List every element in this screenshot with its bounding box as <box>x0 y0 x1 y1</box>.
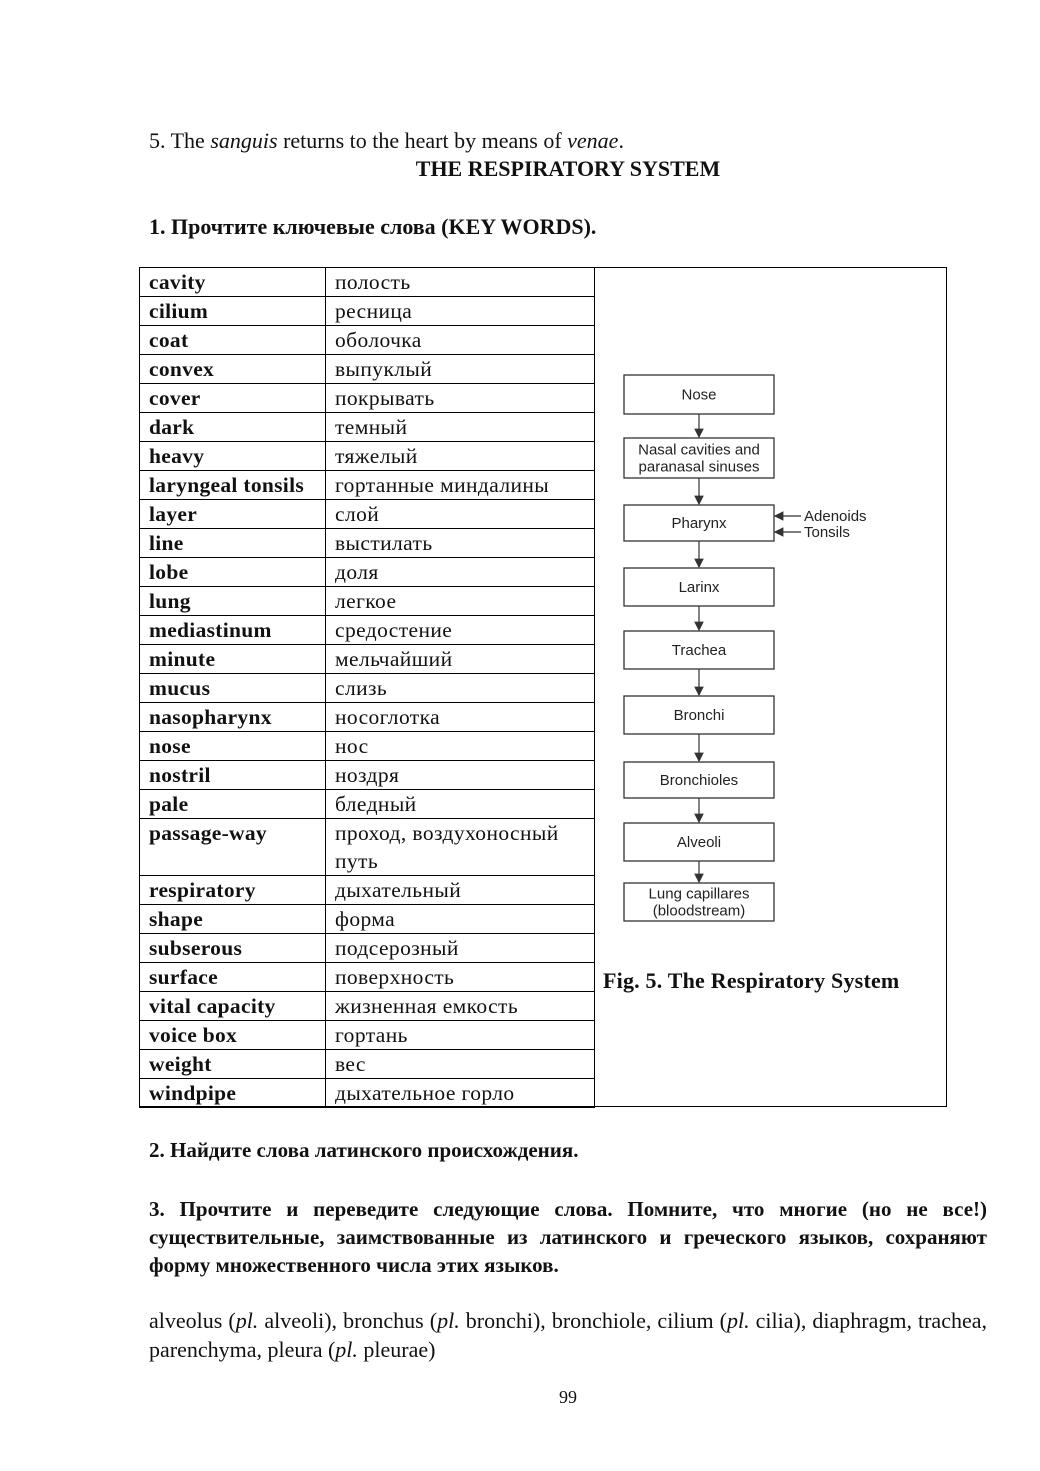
vocabulary-term: mediastinum <box>140 616 326 645</box>
vocabulary-translation: гортанные миндалины <box>326 471 595 500</box>
vocabulary-row <box>140 905 595 934</box>
vocabulary-row <box>140 819 595 876</box>
vocabulary-term: shape <box>140 905 326 934</box>
exercise-line-5: 5. The sanguis returns to the heart by means of venae. <box>149 128 624 153</box>
vocabulary-term: coat <box>140 326 326 355</box>
vocabulary-row <box>140 558 595 587</box>
flow-box-label: Bronchi <box>673 707 725 724</box>
vocabulary-term: lobe <box>140 558 326 587</box>
vocabulary-row <box>140 963 595 992</box>
side-label: Adenoids <box>804 508 867 525</box>
vocabulary-term: voice box <box>140 1021 326 1050</box>
latin-term: sanguis <box>210 128 278 153</box>
vocabulary-term: passage-way <box>140 819 326 876</box>
vocabulary-row <box>140 1021 595 1050</box>
vocabulary-translation: мельчайший <box>326 645 595 674</box>
vocabulary-translation: проход, воздухоносный путь <box>326 819 595 876</box>
vocabulary-row <box>140 326 595 355</box>
vocabulary-row <box>140 529 595 558</box>
vocabulary-translation: гортань <box>326 1021 595 1050</box>
vocabulary-row <box>140 732 595 761</box>
vocabulary-translation: нос <box>326 732 595 761</box>
vocabulary-term: nasopharynx <box>140 703 326 732</box>
vocabulary-term: subserous <box>140 934 326 963</box>
vocabulary-row <box>140 1079 595 1108</box>
vocabulary-translation: тяжелый <box>326 442 595 471</box>
vocabulary-term: convex <box>140 355 326 384</box>
vocabulary-term: cover <box>140 384 326 413</box>
vocabulary-translation: слизь <box>326 674 595 703</box>
vocabulary-term: dark <box>140 413 326 442</box>
vocabulary-row <box>140 992 595 1021</box>
figure-caption: Fig. 5. The Respiratory System <box>603 968 900 993</box>
vocabulary-row <box>140 790 595 819</box>
vocabulary-translation: слой <box>326 500 595 529</box>
vocabulary-translation: дыхательное горло <box>326 1079 595 1108</box>
vocabulary-term: cavity <box>140 268 326 297</box>
vocabulary-term: minute <box>140 645 326 674</box>
vocabulary-row <box>140 587 595 616</box>
vocabulary-term: windpipe <box>140 1079 326 1108</box>
vocabulary-translation: доля <box>326 558 595 587</box>
vocabulary-table <box>139 267 595 1108</box>
vocabulary-term: cilium <box>140 297 326 326</box>
flow-box-label: Alveoli <box>676 834 722 851</box>
vocabulary-translation: выпуклый <box>326 355 595 384</box>
task-3-heading: 3. Прочтите и переведите следующие слова. Помните, что многие (но не все!) существительные, заимствованные из латинского и греческого языков, сохраняют форму множественного числа этих языков. <box>149 1197 987 1277</box>
latin-word-list: alveolus (pl. alveoli), bronchus (pl. bronchi), bronchiole, cilium (pl. cilia), diaphragm, trachea, parenchyma, pleura (pl. pleurae) <box>149 1308 987 1362</box>
vocabulary-row <box>140 876 595 905</box>
flow-box-label: Pharynx <box>671 515 727 532</box>
vocabulary-row <box>140 934 595 963</box>
vocabulary-row <box>140 471 595 500</box>
vocabulary-term: laryngeal tonsils <box>140 471 326 500</box>
flow-box-label: Lung capillares <box>648 885 750 903</box>
vocabulary-translation: дыхательный <box>326 876 595 905</box>
flow-box-label: Bronchioles <box>659 772 739 789</box>
vocabulary-term: pale <box>140 790 326 819</box>
vocabulary-term: line <box>140 529 326 558</box>
vocabulary-translation: оболочка <box>326 326 595 355</box>
vocabulary-term: mucus <box>140 674 326 703</box>
vocabulary-translation: бледный <box>326 790 595 819</box>
vocabulary-translation: полость <box>326 268 595 297</box>
vocabulary-translation: жизненная емкость <box>326 992 595 1021</box>
vocabulary-row <box>140 384 595 413</box>
flow-box-label: Larinx <box>678 579 720 596</box>
flow-box-label: Trachea <box>671 642 727 659</box>
vocabulary-row <box>140 413 595 442</box>
vocabulary-term: nostril <box>140 761 326 790</box>
vocabulary-row <box>140 761 595 790</box>
vocabulary-row <box>140 355 595 384</box>
vocabulary-row <box>140 645 595 674</box>
vocabulary-term: respiratory <box>140 876 326 905</box>
vocabulary-term: weight <box>140 1050 326 1079</box>
vocabulary-row <box>140 703 595 732</box>
vocabulary-translation: подсерозный <box>326 934 595 963</box>
vocabulary-translation: ресница <box>326 297 595 326</box>
vocabulary-term: heavy <box>140 442 326 471</box>
vocabulary-row <box>140 442 595 471</box>
vocabulary-translation: средостение <box>326 616 595 645</box>
vocabulary-translation: поверхность <box>326 963 595 992</box>
vocabulary-row <box>140 616 595 645</box>
task-1-heading: 1. Прочтите ключевые слова (KEY WORDS). <box>149 214 597 239</box>
vocabulary-translation: форма <box>326 905 595 934</box>
flow-box-label: (bloodstream) <box>652 902 746 920</box>
vocabulary-term: vital capacity <box>140 992 326 1021</box>
vocabulary-row <box>140 297 595 326</box>
page-number: 99 <box>559 1387 577 1407</box>
vocabulary-translation: выстилать <box>326 529 595 558</box>
latin-term: venae <box>567 128 619 153</box>
vocabulary-translation: ноздря <box>326 761 595 790</box>
vocabulary-term: surface <box>140 963 326 992</box>
vocabulary-translation: вес <box>326 1050 595 1079</box>
flow-box-label: paranasal sinuses <box>638 458 760 476</box>
vocabulary-row <box>140 674 595 703</box>
vocabulary-row <box>140 500 595 529</box>
section-title: THE RESPIRATORY SYSTEM <box>415 156 721 181</box>
vocabulary-term: layer <box>140 500 326 529</box>
flow-box-label: Nose <box>681 386 717 404</box>
task-2-heading: 2. Найдите слова латинского происхождения. <box>149 1138 579 1162</box>
flow-box-label: Nasal cavities and <box>638 441 760 459</box>
vocabulary-translation: легкое <box>326 587 595 616</box>
vocabulary-translation: темный <box>326 413 595 442</box>
vocabulary-term: nose <box>140 732 326 761</box>
vocabulary-row <box>140 1050 595 1079</box>
side-label: Tonsils <box>804 524 850 541</box>
vocabulary-row <box>140 268 595 297</box>
vocabulary-translation: покрывать <box>326 384 595 413</box>
vocabulary-translation: носоглотка <box>326 703 595 732</box>
vocabulary-term: lung <box>140 587 326 616</box>
